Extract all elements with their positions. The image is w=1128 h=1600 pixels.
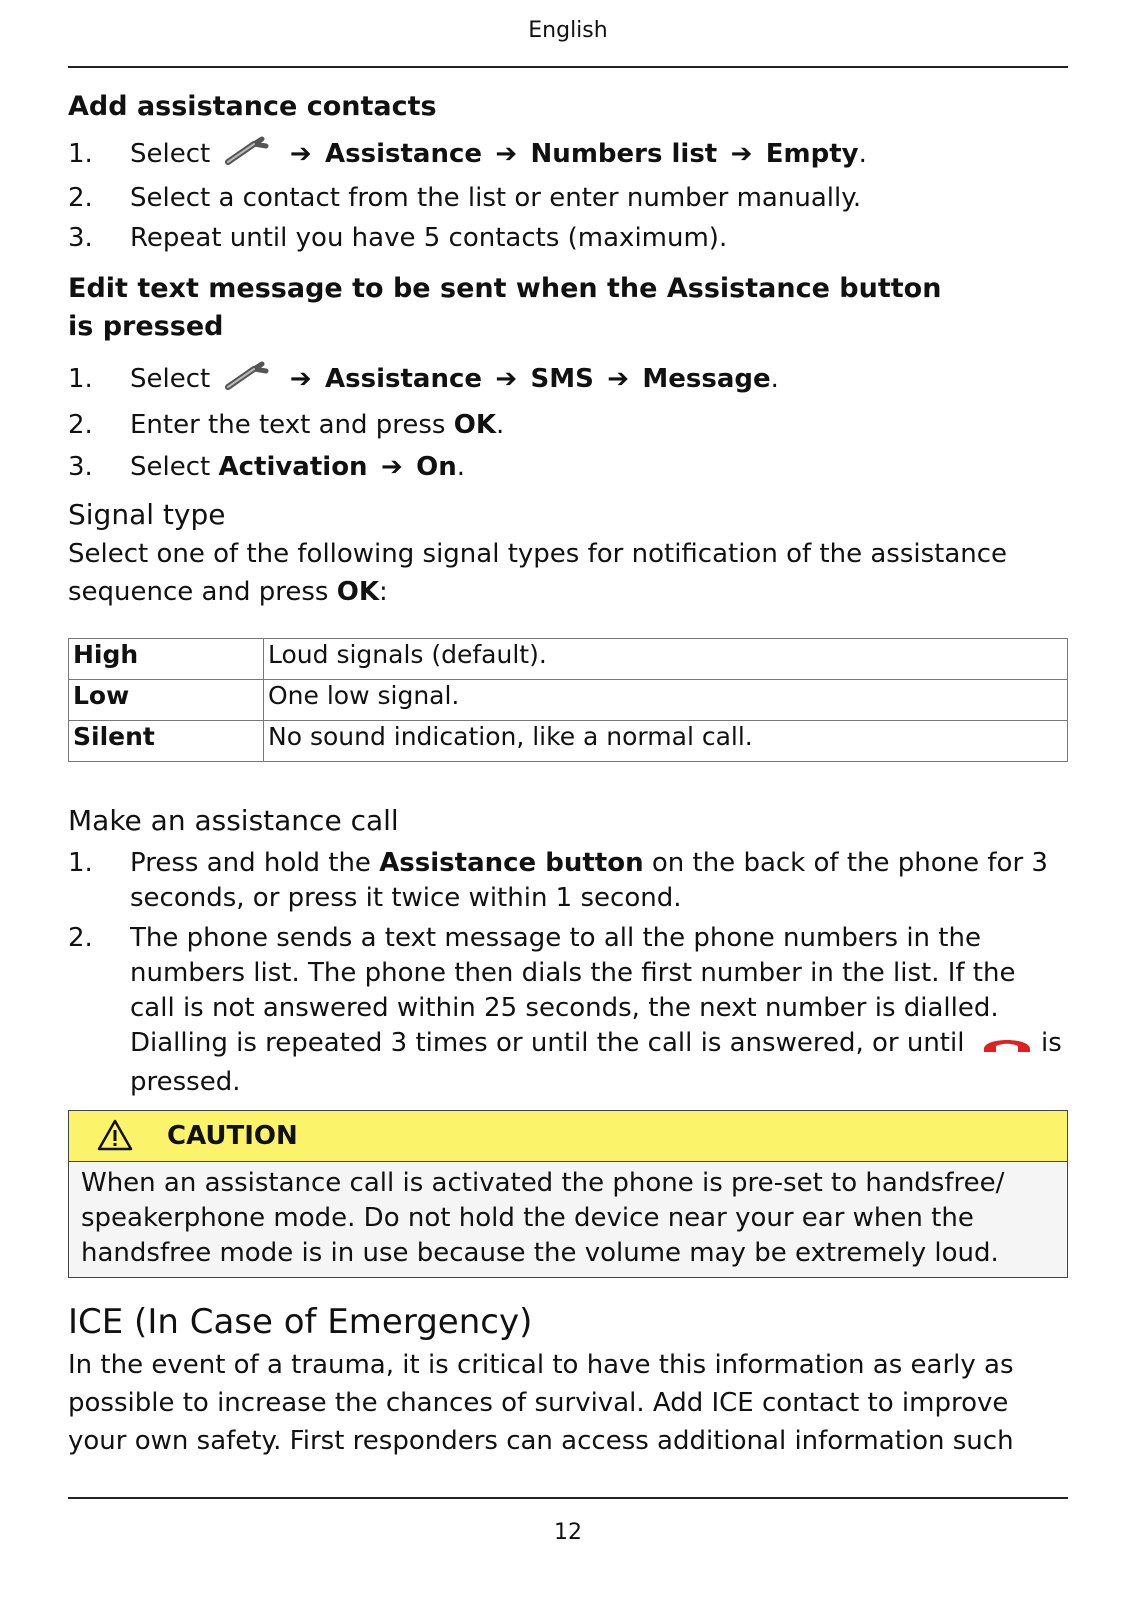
list-item: 2. Select a contact from the list or enter number manually. [68,183,862,213]
add-contacts-steps [68,134,1068,258]
caution-title: CAUTION [167,1121,298,1151]
arrow-right-icon: ➔ [289,364,312,394]
arrow-right-icon: ➔ [495,139,518,169]
ice-text: In the event of a trauma, it is critical to have this information as early as possible to increase the chances of survival. Add ICE contact to improve your own safety. First responders can access additional information such [68,1350,1014,1456]
footer-rule [68,1497,1068,1499]
add-contacts-heading: Add assistance contacts [68,91,437,122]
wrench-icon [224,136,270,178]
arrow-right-icon: ➔ [730,139,753,169]
assistance-call-steps [68,846,1068,1100]
page-header-language: English [528,18,608,43]
caution-text: When an assistance call is activated the phone is pre-set to handsfree/ speakerphone mode. Do not hold the device near your ear when the handsfree mode is in use because the volume may be extremely loud. [69,1162,1067,1277]
table-row [69,639,1068,680]
signal-type-name: Silent [69,721,264,762]
caution-box [68,1110,1068,1278]
arrow-right-icon: ➔ [380,452,403,482]
warning-icon [97,1119,133,1155]
arrow-right-icon: ➔ [607,364,630,394]
signal-type-description: Loud signals (default). [264,639,1068,680]
edit-message-heading: Edit text message to be sent when the Assistance button is pressed [68,273,942,342]
page-number: 12 [554,1520,582,1545]
list-item: 1. Select ➔ Assistance ➔ SMS ➔ Message. [68,358,1068,404]
arrow-right-icon: ➔ [495,364,518,394]
list-item: 2. Enter the text and press OK. [68,410,505,440]
ice-heading: ICE (In Case of Emergency) [68,1302,533,1342]
assistance-call-heading: Make an assistance call [68,804,399,837]
list-item: 3. Repeat until you have 5 contacts (maximum). [68,223,728,253]
edit-message-steps [68,358,1068,488]
signal-type-description: No sound indication, like a normal call. [264,721,1068,762]
caution-header [69,1111,1067,1162]
signal-type-intro: Select one of the following signal types for notification of the assistance sequence and press OK: [68,539,1008,607]
table-row [69,680,1068,721]
list-item: 2. The phone sends a text message to all the phone numbers in the numbers list. The phone then dials the first number in the list. If the call is not answered within 25 seconds, the next number is dialled. Dialling is repeated 3 times or until the call is answered, or until is pressed. [68,923,1062,1097]
arrow-right-icon: ➔ [289,139,312,169]
signal-type-name: High [69,639,264,680]
list-item: 3. Select Activation ➔ On. [68,446,1068,488]
end-call-icon [981,1030,1033,1065]
header-rule [68,66,1068,68]
manual-page [68,0,1068,1600]
signal-type-table [68,638,1068,762]
signal-type-description: One low signal. [264,680,1068,721]
list-item: 1. Select ➔ Assistance ➔ Numbers list ➔ Empty. [68,134,1068,178]
table-row [69,721,1068,762]
signal-type-heading: Signal type [68,498,226,531]
wrench-icon [224,361,270,404]
signal-type-name: Low [69,680,264,721]
list-item: 1. Press and hold the Assistance button on the back of the phone for 3 seconds, or press it twice within 1 second. [68,848,1048,913]
